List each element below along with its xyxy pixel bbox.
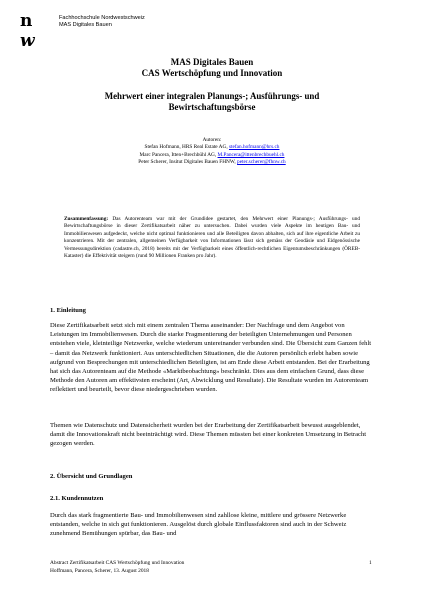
title-line-2: CAS Wertschöpfung und Innovation bbox=[141, 68, 283, 78]
logo-program: MAS Digitales Bauen bbox=[59, 22, 112, 28]
subsection-heading-kundennutzen: 2.1. Kundennutzen bbox=[50, 495, 104, 502]
title-line-1: MAS Digitales Bauen bbox=[170, 57, 254, 67]
section-heading-einleitung: 1. Einleitung bbox=[50, 307, 86, 314]
author-email-link[interactable]: peter.scherer@fhnw.ch bbox=[237, 159, 286, 166]
subtitle-line-2: Bewirtschaftungsbörse bbox=[168, 102, 256, 112]
abstract-text: Das Autorenteam war mit der Grundidee gestartet, den Mehrwert einer Planungs-; Ausführungs- und Bewirtschaftungsbörse in dieser Zertifikatsarbeit näher zu untersuchen. Dabei wurden viele Aspekte im heutigen Bau- und Immobilienwesen aufgedeckt, welche nicht optimal funktionieren und alle Beteiligten davon abhalten, sich auf ihre eigentliche Arbeit zu konzentrieren. Mit der zentralen, allgemeinen Verfügbarkeit von Informationen lässt sich gemäss der Geodäsie und Eidgenössische Vermessungsdirektion (cadastre.ch, 2018) bereits mit der Verfügbarkeit eines öffentlich-rechtlichen Eigentumsbeschränkungen (ÖREB-Kataster) die Effektivität steigern (rund 90 Millionen Franken pro Jahr). bbox=[64, 216, 360, 260]
author-line bbox=[110, 159, 314, 166]
page-number: 1 bbox=[369, 560, 372, 566]
authors-block bbox=[110, 137, 314, 167]
section-body-einleitung-2 bbox=[50, 421, 374, 449]
paragraph: Themen wie Datenschutz und Datensicherheit wurden bei der Erarbeitung der Zertifikatsarbeit bewusst ausgeblendet, damit die Innovationskraft nicht beeinträchtigt wird. Diese Themen müssten bei einer konkreten Umsetzung in Betracht gezogen werden. bbox=[50, 422, 367, 448]
author-email-link[interactable]: stefan.hofmann@hrs.ch bbox=[228, 144, 280, 151]
author-email-link[interactable]: M.Pancera@ittenbrechbuehl.ch bbox=[217, 151, 285, 158]
section-body-kundennutzen bbox=[50, 511, 374, 539]
author-name: Marc Pancera, Itten+Brechbühl AG, bbox=[139, 151, 218, 158]
paragraph: Durch das stark fragmentierte Bau- und Immobilienwesen sind zahllose kleine, mittlere und grössere Netzwerke entstanden, welche in sich gut funktionieren. Ausgelöst durch globale Einflussfaktoren sind auch in der Schweiz zunehmend Bemühungen spürbar, das Bau- und bbox=[50, 512, 347, 538]
paragraph: Diese Zertifikatsarbeit setzt sich mit einem zentralen Thema auseinander: Der Nachfrage und dem Angebot von Leistungen im Immobilienwesen. Durch die starke Fragmentierung der beteiligten Unternehmungen und Personen entstehen viele, kleinteilige Netzwerke, welche wiederum untereinander verbunden sind. Die Übersicht zum Ganzen fehlt – damit das Netzwerk funktioniert. Aus unterschiedlichen Situationen, die die Autoren persönlich erlebt haben sowie aufgrund von Besprechungen mit unterschiedlichen Beteiligten, ist am Ende diese Arbeit entstanden. Bei der Erarbeitung hat sich das Autorenteam auf die Methode «Marktbeobachtung» beschränkt. Dies aus dem einfachen Grund, dass diese Methode den Autoren am effektivsten erscheint (Art, Abwicklung und Resultate). Die Resultate wurden im Autorenteam reflektiert und beurteilt, bevor diese niedergeschrieben wurden. bbox=[50, 322, 372, 394]
footer-line-1: Abstract Zertifikatsarbeit CAS Wertschöpfung und Innovation bbox=[50, 560, 185, 566]
section-heading-uebersicht: 2. Übersicht und Grundlagen bbox=[50, 473, 133, 480]
logo-mark-w: w bbox=[20, 31, 35, 51]
logo-mark-n: n bbox=[20, 11, 32, 31]
logo-institution: Fachhochschule Nordwestschweiz bbox=[59, 15, 145, 21]
author-name: Peter Scherer, Insitut Digitales Bauen FHNW, bbox=[138, 159, 238, 166]
subtitle-line-1: Mehrwert einer integralen Planungs-; Ausführungs- und bbox=[104, 91, 320, 101]
logo-mark bbox=[20, 11, 34, 51]
footer-line-2: Hoffmann, Pancera, Scherer, 13. August 2018 bbox=[50, 567, 149, 574]
abstract-label: Zusammenfassung: bbox=[64, 216, 109, 222]
document-subtitle bbox=[0, 91, 424, 113]
authors-label: Autoren: bbox=[202, 137, 222, 143]
abstract bbox=[64, 216, 360, 261]
document-title bbox=[0, 57, 424, 79]
author-line bbox=[110, 144, 314, 151]
author-name: Stefan Hofmann, HRS Real Estate AG, bbox=[144, 144, 229, 151]
section-body-einleitung bbox=[50, 321, 374, 395]
page-footer bbox=[50, 560, 184, 575]
logo-text bbox=[59, 15, 145, 29]
